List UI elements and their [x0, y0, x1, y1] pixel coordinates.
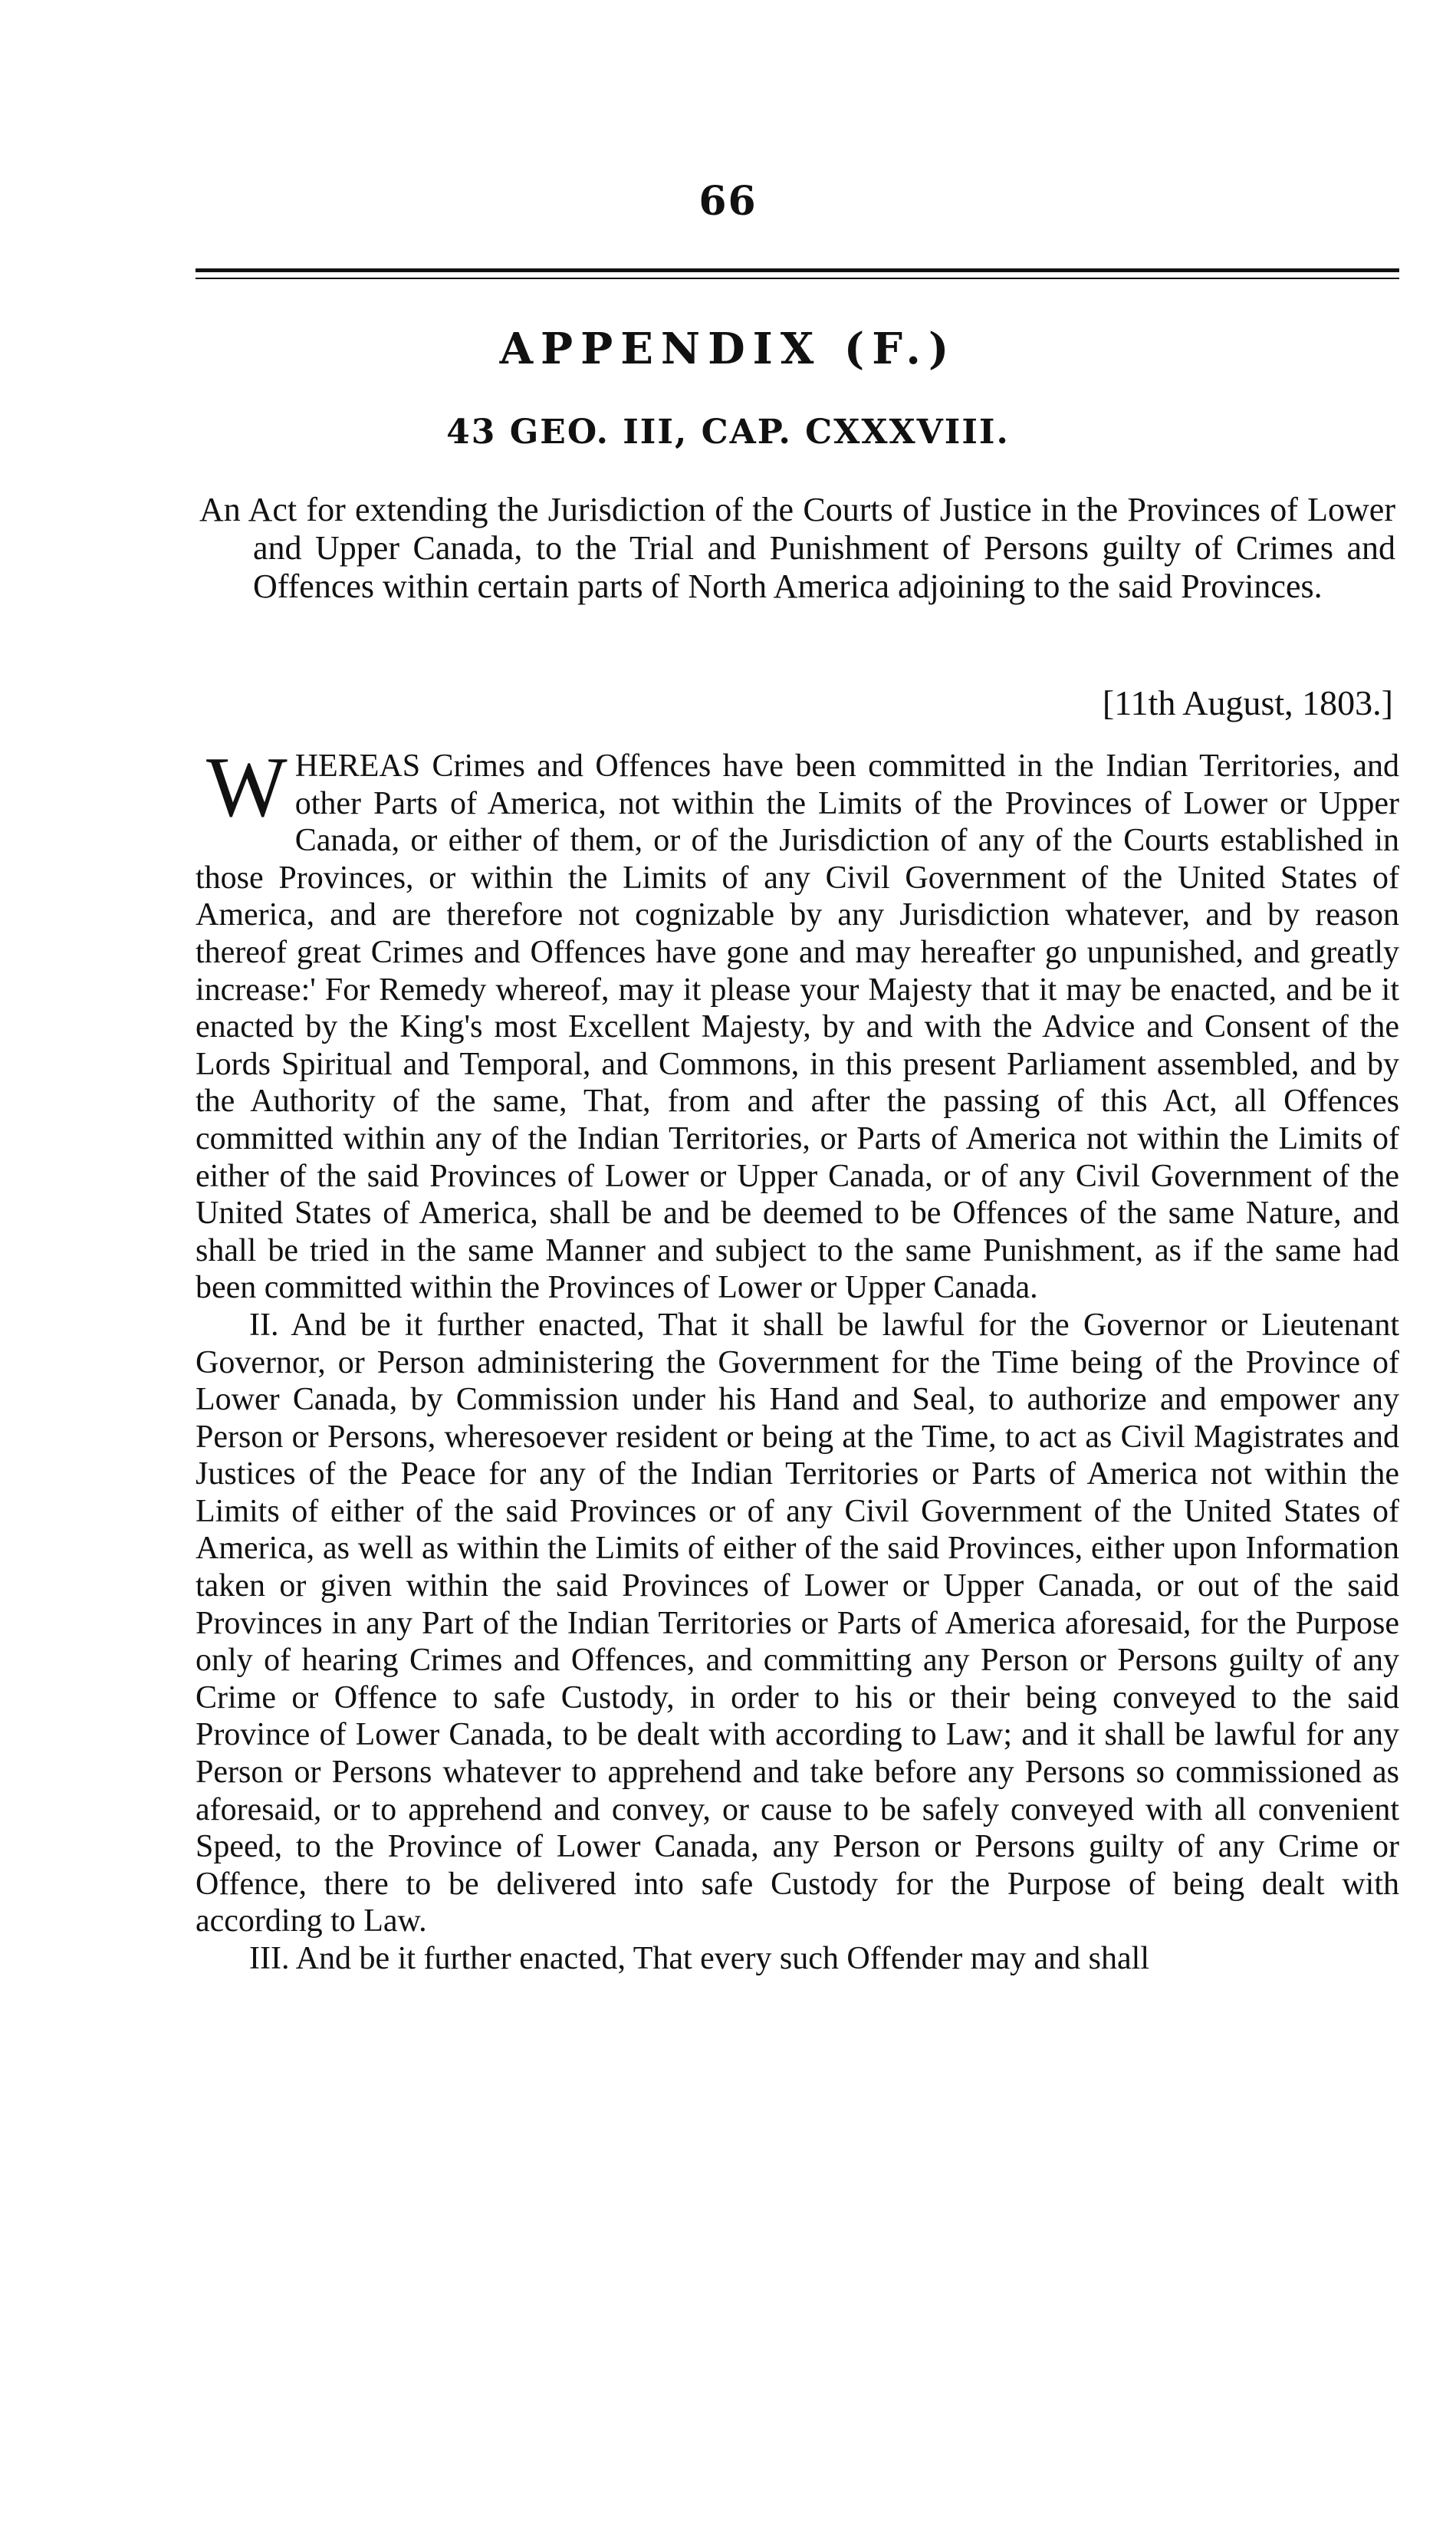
preamble-text: HEREAS Crimes and Offences have been committed in the Indian Territories, and other Parts of America, not within the Limits of the Provinces of Lower or Upper Canada, or either of them, or of the Jurisdiction of any of the Courts established in those Provinces, or within the Limits of any Civil Government of the United States of America, and are therefore not cognizable by any Jurisdiction whatever, and by reason thereof great Crimes and Offences have gone and may hereafter go unpunished, and greatly increase:' For Remedy whereof, may it please your Majesty that it may be enacted, and be it enacted by the King's most Excellent Majesty, by and with the Advice and Consent of the Lords Spiritual and Temporal, and Commons, in this present Parliament assembled, and by the Authority of the same, That, from and after the passing of this Act, all Offences committed within any of the Indian Territories, or Parts of America not within the Limits of either of the said Provinces of Lower or Upper Canada, or of any Civil Government of the United States of America, shall be and be deemed to be Offences of the same Nature, and shall be tried in the same Manner and subject to the same Punishment, as if the same had been committed within the Provinces of Lower or Upper Canada.: [196, 748, 1399, 1306]
header-rule-thin: [196, 278, 1399, 279]
act-date: [11th August, 1803.]: [1102, 683, 1393, 722]
drop-cap: W: [206, 740, 288, 835]
header-rule-thick: [196, 268, 1399, 272]
act-citation: 43 GEO. III, CAP. CXXXVIII.: [446, 413, 1010, 452]
section-3-paragraph: III. And be it further enacted, That every such Offender may and shall: [249, 1941, 1150, 1976]
act-title: [199, 491, 1395, 606]
appendix-title: APPENDIX (F.): [499, 324, 957, 374]
preamble-paragraph: [196, 740, 1399, 1307]
body-text: [196, 740, 1399, 1978]
page-number: 66: [698, 178, 758, 225]
section-2-paragraph: II. And be it further enacted, That it shall be lawful for the Governor or Lieutenant Governor, or Person administering the Government for the Time being of the Province of Lower Canada, by Commission under his Hand and Seal, to authorize and empower any Person or Persons, wheresoever resident or being at the Time, to act as Civil Magistrates and Justices of the Peace for any of the Indian Territories or Parts of America not within the Limits of either of the said Provinces or of any Civil Government of the United States of America, as well as within the Limits of either of the said Provinces, either upon Information taken or given within the said Provinces of Lower or Upper Canada, or out of the said Provinces in any Part of the Indian Territories or Parts of America aforesaid, for the Purpose only of hearing Crimes and Offences, and committing any Person or Persons guilty of any Crime or Offence to safe Custody, in order to his or their being conveyed to the said Province of Lower Canada, to be dealt with according to Law; and it shall be lawful for any Person or Persons whatever to apprehend and take before any Persons so commissioned as aforesaid, or to apprehend and convey, or cause to be safely conveyed with all convenient Speed, to the Province of Lower Canada, any Person or Persons guilty of any Crime or Offence, there to be delivered into safe Custody for the Purpose of being dealt with according to Law.: [196, 1307, 1399, 1939]
act-title-text: An Act for extending the Jurisdiction of the Courts of Justice in the Provinces of Lower and Upper Canada, to the Trial and Punishment of Persons guilty of Crimes and Offences within certain parts of North America adjoining to the said Provinces.: [199, 491, 1395, 605]
